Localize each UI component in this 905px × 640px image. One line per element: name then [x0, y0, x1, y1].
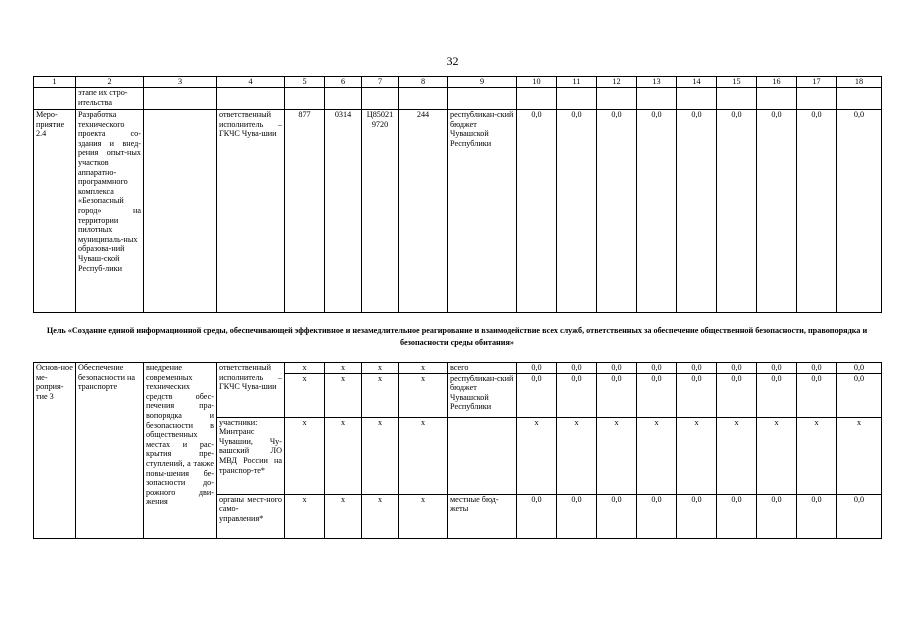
code-cell: x: [399, 417, 448, 494]
value-cell: 0,0: [517, 494, 557, 538]
value-cell: x: [677, 417, 717, 494]
value-cell: 0,0: [757, 110, 797, 313]
value-cell: 0,0: [557, 363, 597, 374]
value-cell: 0,0: [597, 363, 637, 374]
code-cell: x: [325, 363, 362, 374]
value-cell: 0,0: [717, 373, 757, 417]
continuation-row: [34, 88, 882, 110]
value-cell: 0,0: [517, 373, 557, 417]
measure-2-4-row: [34, 110, 882, 313]
measure-label: Меро- приятие 2.4: [34, 110, 76, 313]
funding-source: местные бюд-жеты: [448, 494, 517, 538]
executor-local: органы мест-ного само-управления*: [217, 494, 285, 538]
value-cell: 0,0: [717, 494, 757, 538]
col-num: 16: [757, 77, 797, 88]
col-num: 18: [837, 77, 882, 88]
col-num: 6: [325, 77, 362, 88]
main-event-description: внедрение современных технических средств обес-печения пра-вопорядка и безопасности в общественных местах и рас-крытия пре-ступлений, а также повы-шения бе-зопасности до-рожного дви-жения: [144, 363, 217, 539]
col-num: 9: [448, 77, 517, 88]
value-cell: 0,0: [557, 110, 597, 313]
value-cell: 0,0: [757, 363, 797, 374]
value-cell: 0,0: [837, 494, 882, 538]
code-cell: x: [285, 373, 325, 417]
col-num: 4: [217, 77, 285, 88]
col-num: 1: [34, 77, 76, 88]
executor-responsible: ответственный исполнитель – ГКЧС Чува-шии: [217, 363, 285, 418]
total-row: [34, 363, 882, 374]
measure-name: Разработка технического проекта со-здания и внед-рения опыт-ных участков аппаратно-программного комплекса «Безопасный город» на территории пилотных муниципаль-ных образова-ний Чуваш-ской Респуб-лики: [76, 110, 144, 313]
column-number-row: [34, 77, 882, 88]
value-cell: 0,0: [637, 110, 677, 313]
code-cell: x: [362, 363, 399, 374]
code-cell: x: [399, 373, 448, 417]
value-cell: 0,0: [677, 110, 717, 313]
goal-heading: Цель «Создание единой информационной среды, обеспечивающей эффективное и незамедлительное реагирование и взаимодействие всех служб, ответственных за обеспечение общественной безопасности, правопорядка и безопасности среды обитания»: [46, 326, 868, 347]
code-cell: x: [325, 494, 362, 538]
value-cell: 0,0: [837, 373, 882, 417]
value-cell: 0,0: [677, 373, 717, 417]
funding-source: республикан-ский бюджет Чувашской Республики: [448, 373, 517, 417]
col-num: 11: [557, 77, 597, 88]
code-cell: x: [285, 363, 325, 374]
col-num: 8: [399, 77, 448, 88]
measure-executor: ответственный исполнитель – ГКЧС Чува-шии: [217, 110, 285, 313]
code-cell: x: [399, 363, 448, 374]
value-cell: 0,0: [757, 373, 797, 417]
csr-code: Ц85021 9720: [362, 110, 399, 313]
code-cell: x: [285, 417, 325, 494]
value-cell: 0,0: [797, 494, 837, 538]
col-num: 13: [637, 77, 677, 88]
col-num: 17: [797, 77, 837, 88]
code-cell: x: [362, 417, 399, 494]
col-num: 10: [517, 77, 557, 88]
value-cell: 0,0: [517, 110, 557, 313]
value-cell: x: [837, 417, 882, 494]
value-cell: 0,0: [597, 494, 637, 538]
funding-source: всего: [448, 363, 517, 374]
continuation-text: этапе их стро- ительства: [76, 88, 144, 110]
value-cell: 0,0: [757, 494, 797, 538]
col-num: 3: [144, 77, 217, 88]
funding-source: республикан-ский бюджет Чувашской Республики: [448, 110, 517, 313]
program-table-upper: [33, 76, 882, 313]
value-cell: 0,0: [557, 373, 597, 417]
value-cell: x: [717, 417, 757, 494]
value-cell: 0,0: [837, 110, 882, 313]
col-num: 7: [362, 77, 399, 88]
col-num: 12: [597, 77, 637, 88]
value-cell: 0,0: [637, 494, 677, 538]
col-num: 5: [285, 77, 325, 88]
value-cell: 0,0: [677, 363, 717, 374]
col-num: 14: [677, 77, 717, 88]
value-cell: 0,0: [557, 494, 597, 538]
vr-code: 244: [399, 110, 448, 313]
value-cell: 0,0: [837, 363, 882, 374]
value-cell: x: [637, 417, 677, 494]
value-cell: x: [797, 417, 837, 494]
page-number: 32: [446, 54, 459, 68]
main-event-name: Обеспечение безопасности на транспорте: [76, 363, 144, 539]
code-cell: x: [362, 373, 399, 417]
value-cell: x: [757, 417, 797, 494]
main-event-label: Основ-ное ме-роприя-тие 3: [34, 363, 76, 539]
value-cell: x: [517, 417, 557, 494]
code-cell: x: [285, 494, 325, 538]
rzpr-code: 0314: [325, 110, 362, 313]
funding-source: [448, 417, 517, 494]
code-cell: x: [399, 494, 448, 538]
value-cell: 0,0: [637, 363, 677, 374]
value-cell: 0,0: [717, 363, 757, 374]
value-cell: 0,0: [797, 110, 837, 313]
value-cell: x: [557, 417, 597, 494]
code-cell: x: [325, 373, 362, 417]
grbs-code: 877: [285, 110, 325, 313]
col-num: 15: [717, 77, 757, 88]
value-cell: 0,0: [717, 110, 757, 313]
col-num: 2: [76, 77, 144, 88]
value-cell: 0,0: [797, 363, 837, 374]
program-table-lower: [33, 362, 882, 539]
value-cell: 0,0: [597, 373, 637, 417]
value-cell: 0,0: [597, 110, 637, 313]
value-cell: 0,0: [677, 494, 717, 538]
value-cell: 0,0: [797, 373, 837, 417]
value-cell: 0,0: [637, 373, 677, 417]
value-cell: x: [597, 417, 637, 494]
code-cell: x: [362, 494, 399, 538]
code-cell: x: [325, 417, 362, 494]
value-cell: 0,0: [517, 363, 557, 374]
executor-participants: участники: Минтранс Чувашии, Чу-вашский ЛО МВД России на транспор-те*: [217, 417, 285, 494]
